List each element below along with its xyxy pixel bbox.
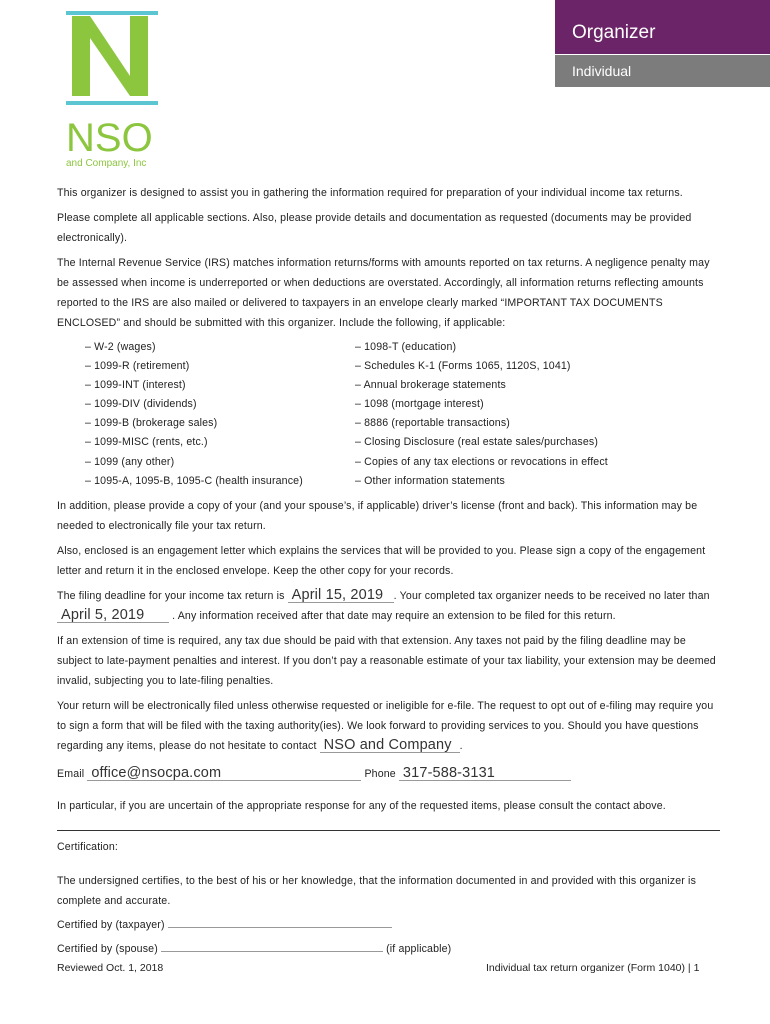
certification-text: The undersigned certifies, to the best of his or her knowledge, that the information documented in and provided with this organizer is complete and accurate. [57,874,697,907]
logo-text: NSO [66,116,153,160]
deadline-paragraph [57,586,717,626]
certified-spouse-row [57,939,717,959]
extension-paragraph: If an extension of time is required, any tax due should be paid with that extension. Any taxes not paid by the filing deadline may be subject to late-payment penalties and interest. If you don’t pay a reasonable estimate of your tax liability, your extension may be deemed invalid, subjecting you to late-filing penalties. [57,634,716,687]
documents-left-column [57,338,355,491]
organizer-body [57,183,717,964]
deadline-text-pre: The filing deadline for your income tax return is [57,589,285,602]
taxpayer-signature-field[interactable] [168,927,392,928]
organizer-banner [555,0,770,86]
document-item: – 1099 (any other) [85,453,355,472]
phone-label: Phone [364,767,396,780]
section-divider [57,830,720,831]
document-item: – 8886 (reportable transactions) [355,414,608,433]
certified-taxpayer-label: Certified by (taxpayer) [57,918,165,931]
spouse-signature-field[interactable] [161,951,383,952]
document-item: – 1099-DIV (dividends) [85,395,355,414]
certified-spouse-label: Certified by (spouse) [57,942,158,955]
document-item: – Closing Disclosure (real estate sales/purchases) [355,433,608,452]
contact-name-field[interactable]: NSO and Company [320,738,460,753]
engagement-letter-paragraph: Also, enclosed is an engagement letter which explains the services that will be provided to you. Please sign a copy of the engagement letter and return it in the enclosed envelope. Keep the other copy for your records. [57,544,706,577]
document-item: – 1098 (mortgage interest) [355,395,608,414]
company-logo [60,8,170,173]
document-item: – 1099-MISC (rents, etc.) [85,433,355,452]
if-applicable-note: (if applicable) [386,942,452,955]
banner-subtitle-bar [555,54,770,87]
document-item: – 1099-INT (interest) [85,376,355,395]
email-field[interactable]: office@nsocpa.com [87,766,361,781]
document-item: – W-2 (wages) [85,338,355,357]
intro-paragraph-3: The Internal Revenue Service (IRS) matches information returns/forms with amounts reported on tax returns. A negligence penalty may be assessed when income is underreported or when deductions are overstated. Accordingly, all information returns reflecting amounts reported to the IRS are also mailed or delivered to taxpayers in an envelope clearly marked “IMPORTANT TAX DOCUMENTS ENCLOSED” and should be submitted with this organizer. Include the following, if applicable: [57,257,710,329]
document-item: – 1098-T (education) [355,338,608,357]
document-item: – Schedules K-1 (Forms 1065, 1120S, 1041) [355,357,608,376]
certified-taxpayer-row [57,915,717,935]
document-item: – Other information statements [355,472,608,491]
logo-subtext: and Company, Inc [66,158,147,169]
efile-text-end: . [459,739,463,752]
intro-paragraph-2: Please complete all applicable sections. Also, please provide details and documentation as requested (documents may be provided electronically). [57,212,692,244]
documents-right-column [355,338,608,491]
document-item: – Annual brokerage statements [355,376,608,395]
deadline-text-mid: . Your completed tax organizer needs to be received no later than [393,589,710,602]
uncertain-paragraph: In particular, if you are uncertain of the appropriate response for any of the requested items, please consult the contact above. [57,799,666,812]
efile-text: Your return will be electronically filed unless otherwise requested or ineligible for e-file. The request to opt out of e-filing may require you to sign a form that will be filed with the taxing authority(ies). We look forward to providing services to you. Should you have questions regarding any items, please do not hesitate to contact [57,699,714,752]
received-by-date-field[interactable]: April 5, 2019 [57,608,169,623]
contact-row [57,764,717,784]
intro-paragraph-1: This organizer is designed to assist you in gathering the information required for preparation of your individual income tax returns. [57,187,683,199]
efile-paragraph [57,696,717,756]
filing-deadline-field[interactable]: April 15, 2019 [288,588,394,603]
email-label: Email [57,767,85,780]
banner-title: Organizer [572,22,656,43]
footer-form-page: Individual tax return organizer (Form 1040) | 1 [486,962,700,974]
logo-graphic [60,8,170,173]
banner-subtitle: Individual [572,63,632,79]
certification-heading: Certification: [57,840,118,853]
documents-list [57,338,717,491]
drivers-license-paragraph: In addition, please provide a copy of your (and your spouse’s, if applicable) driver’s license (front and back). This information may be needed to electronically file your tax return. [57,499,698,532]
document-item: – 1095-A, 1095-B, 1095-C (health insurance) [85,472,355,491]
phone-field[interactable]: 317-588-3131 [399,766,571,781]
document-item: – 1099-R (retirement) [85,357,355,376]
deadline-text-post: . Any information received after that date may require an extension to be filed for this return. [172,609,616,622]
document-item: – 1099-B (brokerage sales) [85,414,355,433]
document-item: – Copies of any tax elections or revocations in effect [355,453,608,472]
footer-reviewed-date: Reviewed Oct. 1, 2018 [57,962,164,974]
